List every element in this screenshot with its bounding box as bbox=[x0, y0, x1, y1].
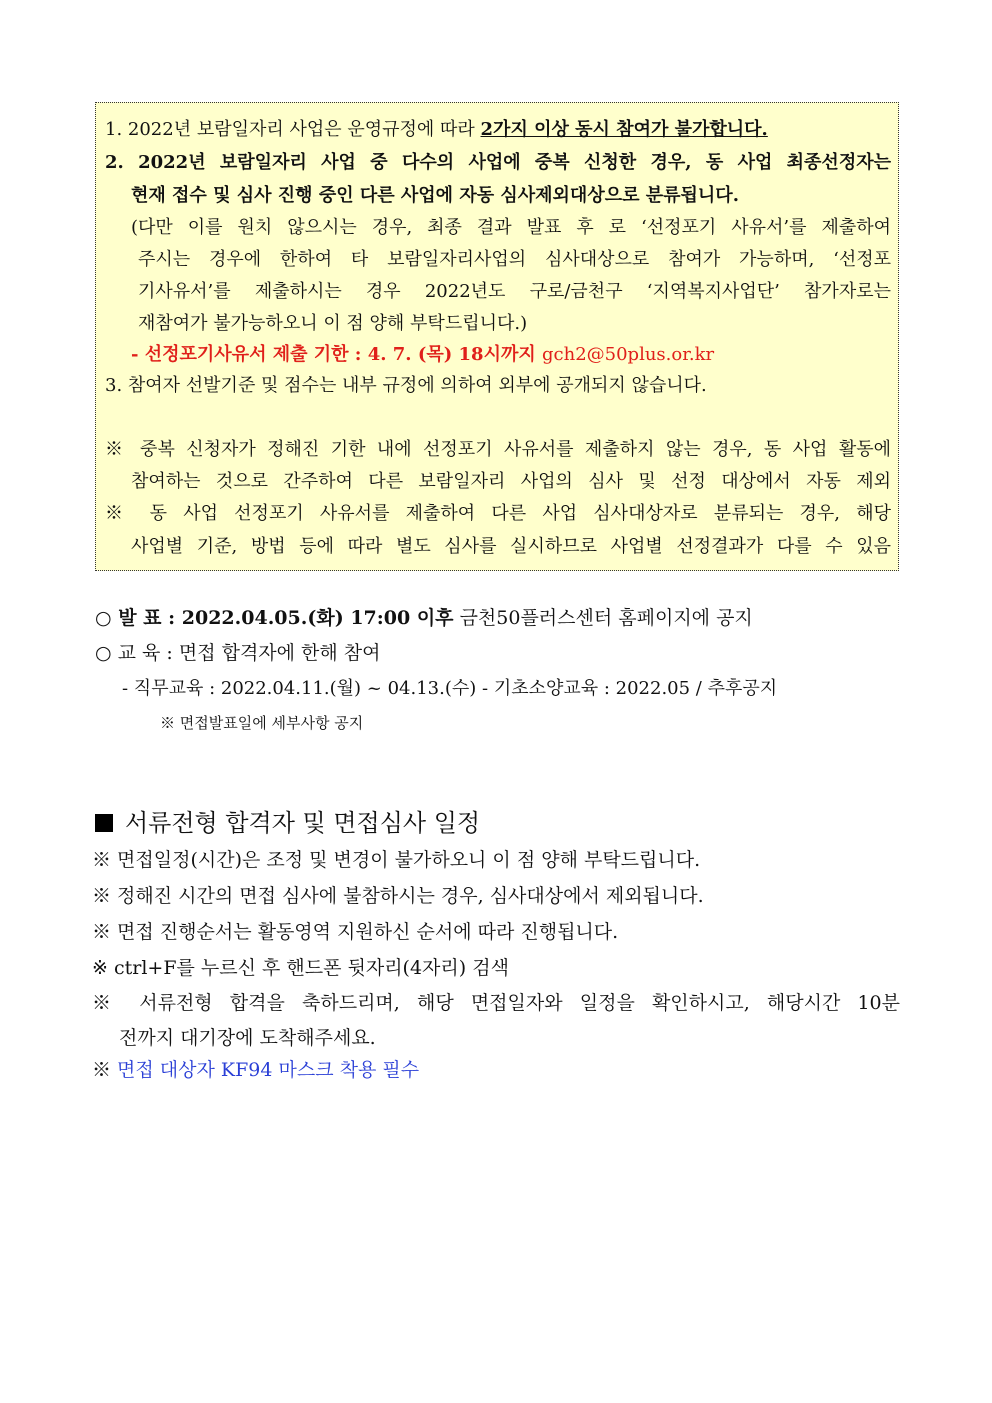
interview-note: ※ ctrl+F를 누르신 후 핸드폰 뒷자리(4자리) 검색 bbox=[92, 957, 509, 979]
announcement-label: ○ 발 표 : 2022.04.05.(화) 17:00 이후 bbox=[95, 607, 454, 629]
deadline-line bbox=[131, 343, 714, 367]
notice-note-1: 참여하는 것으로 간주하여 다른 보람일자리 사업의 심사 및 선정 대상에서 자동 제외 bbox=[131, 471, 891, 492]
notice-item-2-note: (다만 이를 원치 않으시는 경우, 최종 결과 발표 후 로 ‘선정포기 사유서’를 제출하여 bbox=[131, 217, 891, 238]
notice-item-2-note: 주시는 경우에 한하여 타 보람일자리사업의 심사대상으로 참여가 가능하며, ‘선정포 bbox=[138, 249, 891, 270]
interview-note: 전까지 대기장에 도착해주세요. bbox=[119, 1027, 376, 1049]
education-label: ○ 교 육 : 면접 합격자에 한해 참여 bbox=[95, 642, 381, 664]
interview-note: ※ 서류전형 합격을 축하드리며, 해당 면접일자와 일정을 확인하시고, 해당시간 10분 bbox=[92, 992, 900, 1014]
education-note: ※ 면접발표일에 세부사항 공지 bbox=[160, 714, 364, 732]
mask-note-text: 면접 대상자 KF94 마스크 착용 필수 bbox=[117, 1059, 420, 1081]
interview-note: ※ 면접일정(시간)은 조정 및 변경이 불가하오니 이 점 양해 부탁드립니다. bbox=[92, 849, 701, 871]
notice-item-1 bbox=[105, 118, 768, 142]
interview-note: ※ 면접 진행순서는 활동영역 지원하신 순서에 따라 진행됩니다. bbox=[92, 921, 619, 943]
notice-item-2-note: 재참여가 불가능하오니 이 점 양해 부탁드립니다.) bbox=[138, 313, 528, 334]
interview-note: ※ 정해진 시간의 면접 심사에 불참하시는 경우, 심사대상에서 제외됩니다. bbox=[92, 885, 704, 907]
section-title bbox=[95, 808, 480, 838]
announcement-text: 금천50플러스센터 홈페이지에 공지 bbox=[453, 607, 753, 629]
education-detail: - 직무교육 : 2022.04.11.(월) ~ 04.13.(수) - 기초소양교육 : 2022.05 / 추후공지 bbox=[122, 678, 778, 699]
deadline-label: - 선정포기사유서 제출 기한 : 4. 7. (목) 18시까지 bbox=[131, 344, 542, 365]
notice-item-2-line1: 2. 2022년 보람일자리 사업 중 다수의 사업에 중복 신청한 경우, 동 사업 최종선정자는 bbox=[105, 152, 891, 173]
square-bullet-icon bbox=[95, 814, 113, 832]
notice-item-1-emphasis: 2가지 이상 동시 참여가 불가합니다. bbox=[480, 119, 768, 140]
notice-item-2-line2: 현재 접수 및 심사 진행 중인 다른 사업에 자동 심사제외대상으로 분류됩니다. bbox=[131, 185, 739, 206]
notice-item-2-note: 기사유서’를 제출하시는 경우 2022년도 구로/금천구 ‘지역복지사업단’ 참가자로는 bbox=[138, 281, 891, 302]
notice-note-2: 사업별 기준, 방법 등에 따라 별도 심사를 실시하므로 사업별 선정결과가 다를 수 있음 bbox=[131, 536, 891, 557]
notice-note-1: ※ 중복 신청자가 정해진 기한 내에 선정포기 사유서를 제출하지 않는 경우, 동 사업 활동에 bbox=[105, 439, 891, 460]
mask-note bbox=[92, 1058, 419, 1082]
notice-item-1-text: 1. 2022년 보람일자리 사업은 운영규정에 따라 bbox=[105, 119, 481, 140]
section-title-text: 서류전형 합격자 및 면접심사 일정 bbox=[125, 809, 481, 837]
deadline-email[interactable]: gch2@50plus.or.kr bbox=[542, 344, 715, 365]
notice-item-3: 3. 참여자 선발기준 및 점수는 내부 규정에 의하여 외부에 공개되지 않습니다. bbox=[105, 375, 707, 396]
notice-note-2: ※ 동 사업 선정포기 사유서를 제출하여 다른 사업 심사대상자로 분류되는 경우, 해당 bbox=[105, 503, 891, 524]
mask-note-prefix: ※ bbox=[92, 1059, 118, 1081]
announcement bbox=[95, 606, 753, 630]
